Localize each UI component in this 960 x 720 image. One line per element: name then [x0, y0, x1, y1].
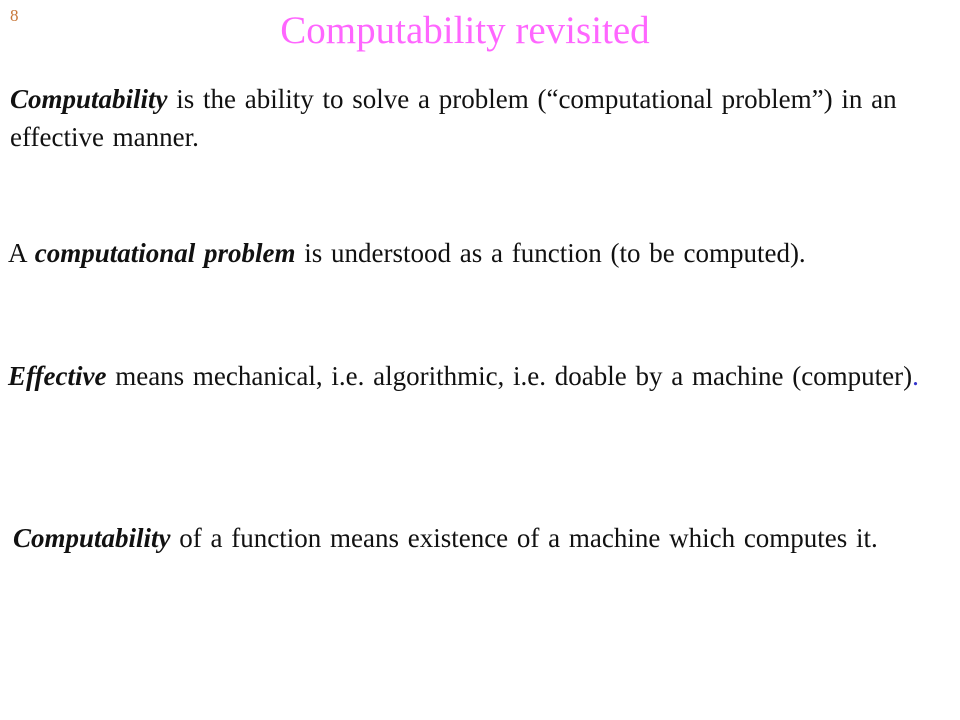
definition-text: means mechanical, i.e. algorithmic, i.e. doable by a machine (computer)	[106, 361, 913, 391]
term-computational-problem: computational problem	[34, 238, 296, 268]
definition-text: of a function means existence of a machine which computes it.	[170, 523, 878, 553]
term-computability: Computability	[10, 84, 168, 114]
lead-text: A	[8, 238, 35, 268]
accent-period: .	[912, 361, 919, 391]
slide-number: 8	[10, 6, 19, 25]
definition-function-computability	[13, 519, 913, 557]
term-effective: Effective	[8, 361, 107, 391]
definition-text: is understood as a function (to be computed).	[295, 238, 806, 268]
definition-effective	[8, 357, 928, 395]
definition-computability	[10, 80, 910, 156]
definition-computational-problem	[8, 234, 958, 272]
term-computability: Computability	[13, 523, 171, 553]
definition-text: is the ability to solve a problem (“computational problem”) in an effective manner.	[10, 84, 897, 152]
slide-title: Computability revisited	[280, 9, 650, 52]
